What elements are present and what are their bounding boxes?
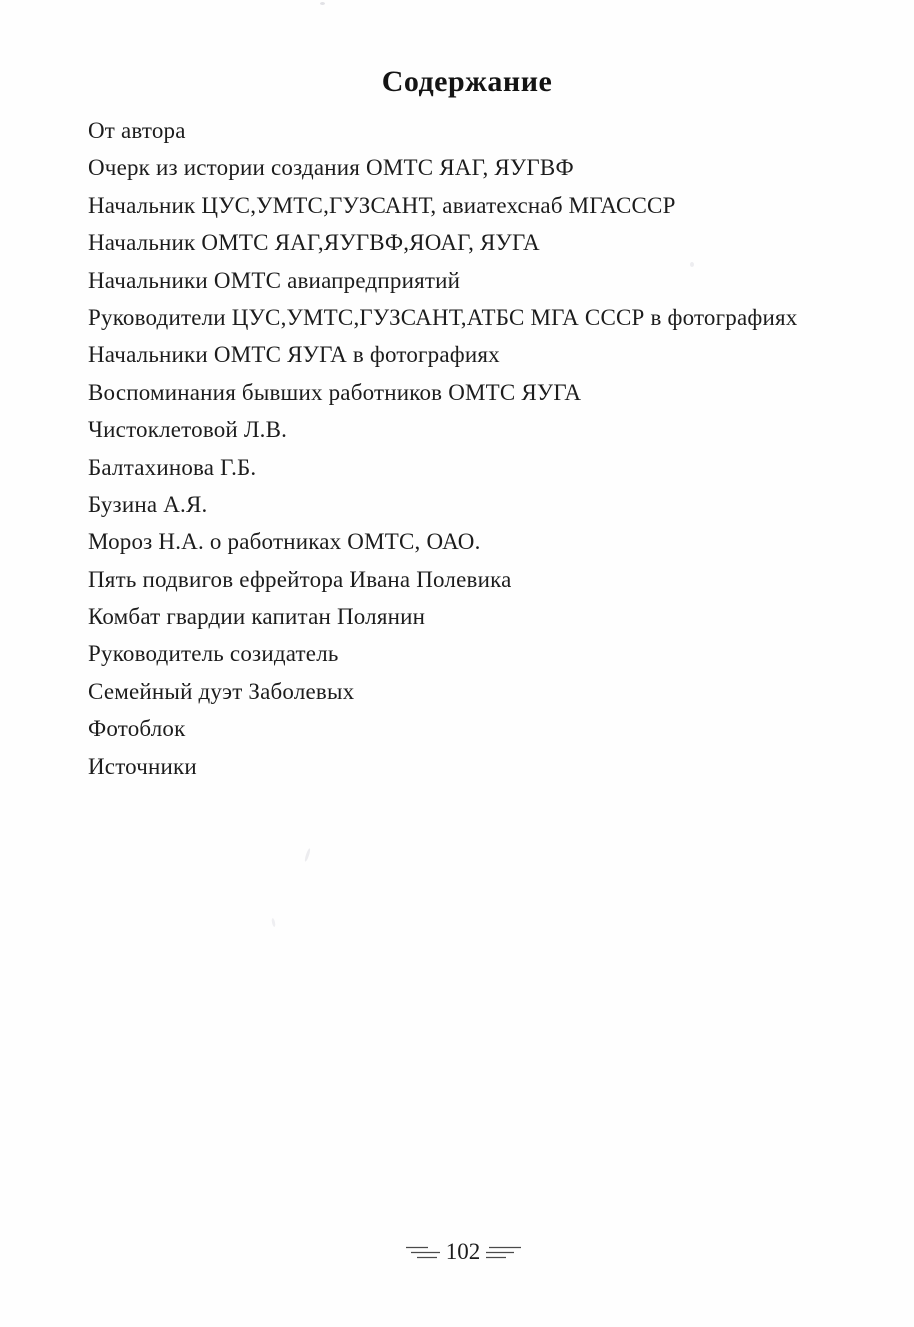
toc-entry: Источники <box>88 753 197 779</box>
table-of-contents <box>0 112 914 785</box>
toc-entry: Бузина А.Я. <box>88 491 208 517</box>
toc-entry: Воспоминания бывших работников ОМТС ЯУГА <box>88 379 582 405</box>
toc-entry: Руководители ЦУС,УМТС,ГУЗСАНТ,АТБС МГА СССР в фотографиях <box>88 304 798 330</box>
toc-entry: Начальник ЦУС,УМТС,ГУЗСАНТ, авиатехснаб МГАСССР <box>88 192 676 218</box>
toc-entry: Начальники ОМТС ЯУГА в фотографиях <box>88 342 500 368</box>
page-number: 102 <box>445 1239 481 1264</box>
scan-speck <box>271 918 276 927</box>
toc-entry: Очерк из истории создания ОМТС ЯАГ, ЯУГВФ <box>88 155 574 181</box>
toc-entry: Фотоблок <box>88 716 186 742</box>
toc-entry: Руководитель созидатель <box>88 641 339 667</box>
toc-entry: Мороз Н.А. о работниках ОМТС, ОАО. <box>88 529 481 555</box>
toc-entry: От автора <box>88 118 186 143</box>
page-title: Содержание <box>381 65 553 98</box>
toc-entry: Комбат гвардии капитан Полянин <box>88 604 426 630</box>
toc-entry: Семейный дуэт Заболевых <box>88 678 355 704</box>
page-footer <box>6 1240 914 1264</box>
toc-entry: Чистоклетовой Л.В. <box>88 417 288 443</box>
toc-entry: Балтахинова Г.Б. <box>88 454 257 480</box>
toc-entry: Пять подвигов ефрейтора Ивана Полевика <box>88 566 512 592</box>
toc-entry: Начальники ОМТС авиапредприятий <box>88 267 461 293</box>
scan-speck <box>304 848 311 862</box>
footer-flourish-left-icon <box>404 1245 442 1260</box>
footer-flourish-right-icon <box>484 1245 522 1260</box>
toc-entry: Начальник ОМТС ЯАГ,ЯУГВФ,ЯОАГ, ЯУГА <box>88 230 540 256</box>
